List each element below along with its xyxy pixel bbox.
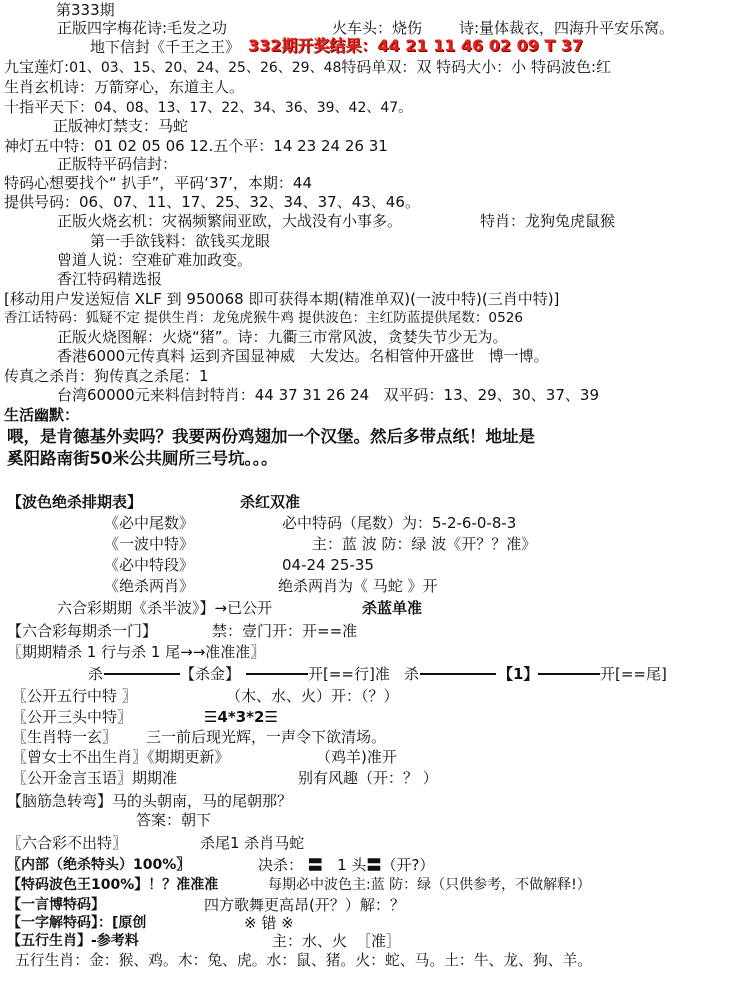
ceng-line: 曾道人说：空难矿难加政变。: [57, 251, 253, 269]
item-key: 《必中尾数》: [104, 514, 195, 532]
naojin-line: 【脑筋急转弯】马的头朝南，马的尾朝那？: [7, 792, 293, 810]
yiyan-value: 四方歌舞更高昂(开？）解：？: [204, 896, 405, 914]
item-key: 《一波中特》: [104, 535, 195, 553]
sms-line: [移动用户发送短信 XLF 到 950068 即可获得本期(精准单双)(一波中特)(三肖中特)]: [4, 290, 560, 308]
poem-right: 诗:量体裁衣，四海升平安乐窝。: [459, 19, 675, 37]
yizijie-key: 【一字解特码】：[原创: [7, 915, 147, 931]
wuxing-key: 〖公开五行中特 〗: [12, 687, 137, 705]
equal-bar-icon: 〓: [307, 856, 323, 874]
item-value: 必中特码（尾数）为：5-2-6-0-8-3: [282, 514, 517, 532]
divider: [538, 673, 600, 675]
triple-bar-icon: ☰: [264, 708, 278, 726]
shendeng-line: 神灯五中特：01 02 05 06 12.五个平：14 23 24 26 31: [4, 137, 388, 155]
jinyu-key: 〖公开金言玉语〗期期准: [12, 769, 178, 787]
huoshao-right: 特肖：龙狗兔虎鼠猴: [480, 212, 616, 230]
shajin-c: 开[==行]准: [308, 665, 390, 683]
jingsha-line: 〖期期精杀 1 行与杀 1 尾→→准准准〗: [7, 643, 266, 661]
item-key: 《必中特段》: [104, 556, 195, 574]
divider: [246, 673, 308, 675]
item-value: 主：蓝 波 防：绿 波《开？？准》: [312, 535, 537, 553]
yiyan-key: 【一言博特码】: [7, 897, 105, 913]
neibu-value-3: （开?）: [381, 856, 435, 874]
santou-value-row: [204, 708, 278, 726]
hk6000-a: 香港6000元传真料: [57, 347, 186, 365]
divider: [104, 673, 180, 675]
zengnvshi-key: 〖曾女士不出生肖〗《期期更新》: [12, 748, 230, 766]
shajin-f: 开[==尾]: [600, 665, 667, 683]
humor-line-2: 奚阳路南街50米公共厕所三号坑。。。: [7, 449, 278, 468]
huotu-line: 正版火烧图解：火烧“猪”。诗：九衢三市常风波，贪婪失节少无为。: [57, 328, 508, 346]
hk6000-d: 博一博。: [488, 347, 549, 365]
tw60000-a: 台湾60000元来料信封特肖：44 37 31 26 24: [57, 386, 370, 404]
equal-bar-icon: 〓: [366, 856, 382, 874]
huatema-line: 香江话特码：狐疑不定 提供生肖：龙兔虎猴牛鸡 提供波色：主红防蓝提供尾数：0526: [4, 310, 524, 326]
pingma-letter: 正版特平码信封：: [57, 155, 178, 173]
lotus-label: 九宝莲灯:: [4, 58, 70, 76]
shahong-label: 杀红双准: [240, 493, 301, 511]
santou-key: 〖公开三头中特〗: [12, 708, 133, 726]
wuxing-sx-mark: ［准］: [356, 932, 402, 950]
shalan-label: 杀蓝单准: [362, 599, 423, 617]
shajin-d: 杀: [404, 665, 420, 683]
humor-title: 生活幽默：: [4, 406, 80, 424]
jinyu-value: 别有风趣（开：？ ）: [298, 769, 438, 787]
neibu-key: 〖内部（绝杀特头）100%〗: [7, 857, 191, 873]
tw60000-b: 双平码：13、29、30、37、39: [383, 386, 599, 404]
shajin-b: 【杀金】: [180, 665, 241, 683]
tw60000-line: [57, 386, 599, 404]
shajin-e: 【1】: [498, 665, 539, 683]
xiangjiang-title: 香江特码精选报: [57, 270, 163, 288]
item-value: 绝杀两肖为《 马蛇 》开: [278, 577, 438, 595]
letter-prefix: 地下信封《千王之王》: [90, 38, 241, 56]
daan-line: 答案：朝下: [136, 811, 212, 829]
buchu-key: 〖六合彩不出特〗: [7, 834, 128, 852]
jin-line: 禁：壹门开：开==准: [212, 622, 358, 640]
lotus-numbers: 01、03、15、20、24、25、26、29、48: [69, 60, 342, 76]
tigong-line: 提供号码：06、07、11、17、25、32、34、37、43、46。: [4, 193, 420, 211]
shajin-a: 杀: [88, 665, 104, 683]
issue-number: 第333期: [56, 1, 115, 19]
huoshao-left: 正版火烧玄机：灾祸频繁闹亚欧，大战没有小事多。: [57, 212, 403, 230]
wuxing-sx-key: 【五行生肖】-参考料: [7, 933, 139, 949]
shizhi-numbers: 04、08、13、17、22、34、36、39、42、47。: [94, 100, 413, 116]
hk6000-line: [57, 347, 549, 365]
triple-bar-icon: ☰: [204, 708, 218, 726]
yizijie-value: ※ 错 ※: [244, 914, 294, 932]
lotus-line: [4, 58, 611, 77]
chuanzhen-line: 传真之杀肖：狗传真之杀尾：1: [4, 367, 209, 385]
neibu-value-2: 1 头: [337, 856, 367, 874]
neibu-value-row: [258, 856, 434, 874]
bosewang-value: 每期必中波色主:蓝 防：绿（只供参考，不做解释!）: [268, 877, 591, 893]
hk6000-c: 大发达。名相管仲开盛世: [309, 347, 475, 365]
bose-title: 【波色绝杀排期表】: [7, 493, 143, 511]
forbidden-zodiac: 正版神灯禁支：马蛇: [53, 117, 189, 135]
xuanji-poem: 生肖玄机诗：万箭穿心，东道主人。: [4, 78, 245, 96]
wuxing-sx-value: 主：水、火: [272, 932, 348, 950]
neibu-value: 决杀：: [258, 856, 304, 874]
draw-result: 332期开奖结果：44 21 11 46 02 09 T 37: [248, 36, 584, 55]
item-key: 《绝杀两肖》: [104, 577, 195, 595]
santou-value: 4*3*2: [217, 708, 265, 726]
wuxing-value: （木、水、火）开：（？）: [226, 687, 399, 705]
zengnvshi-value: （鸡羊)准开: [316, 748, 397, 766]
humor-line-1: 喂，是肯德基外卖吗？我要两份鸡翅加一个汉堡。然后多带点纸！地址是: [7, 427, 535, 446]
shizhi-label: 十指平天下：: [4, 98, 95, 116]
lotus-tail: 特码单双：双 特码大小：小 特码波色:红: [341, 58, 611, 76]
divider: [420, 673, 496, 675]
item-value: 04-24 25-35: [282, 556, 374, 574]
shizhi-line: [4, 98, 412, 117]
poem-mid: 火车头：烧伤: [332, 19, 423, 37]
poem-left: 正版四字梅花诗:毛发之功: [57, 19, 228, 37]
buchu-value: 杀尾1 杀肖马蛇: [200, 834, 305, 852]
shayimen-title: 【六合彩每期杀一门】: [7, 622, 158, 640]
hk6000-b: 运到齐国显神威: [189, 347, 295, 365]
wuxing-list: 五行生肖：金：猴、鸡。木：兔、虎。水：鼠、猪。火：蛇、马。土：牛、龙、狗、羊。: [15, 952, 593, 969]
yixuan-value: 三一前后现光辉，一声令下欲清场。: [146, 728, 387, 746]
banbo-line: 六合彩期期《杀半波》】→已公开: [57, 599, 273, 617]
yuqian-line: 第一手欲钱料：欲钱买龙眼: [90, 232, 271, 250]
yixuan-key: 〖生肖特一玄〗: [12, 728, 118, 746]
xinxiang-line: 特码心想要找个“ 扒手”，平码‘37’，本期：44: [4, 174, 313, 192]
bosewang-key: 【特码波色王100%】！？准准准: [7, 877, 219, 893]
